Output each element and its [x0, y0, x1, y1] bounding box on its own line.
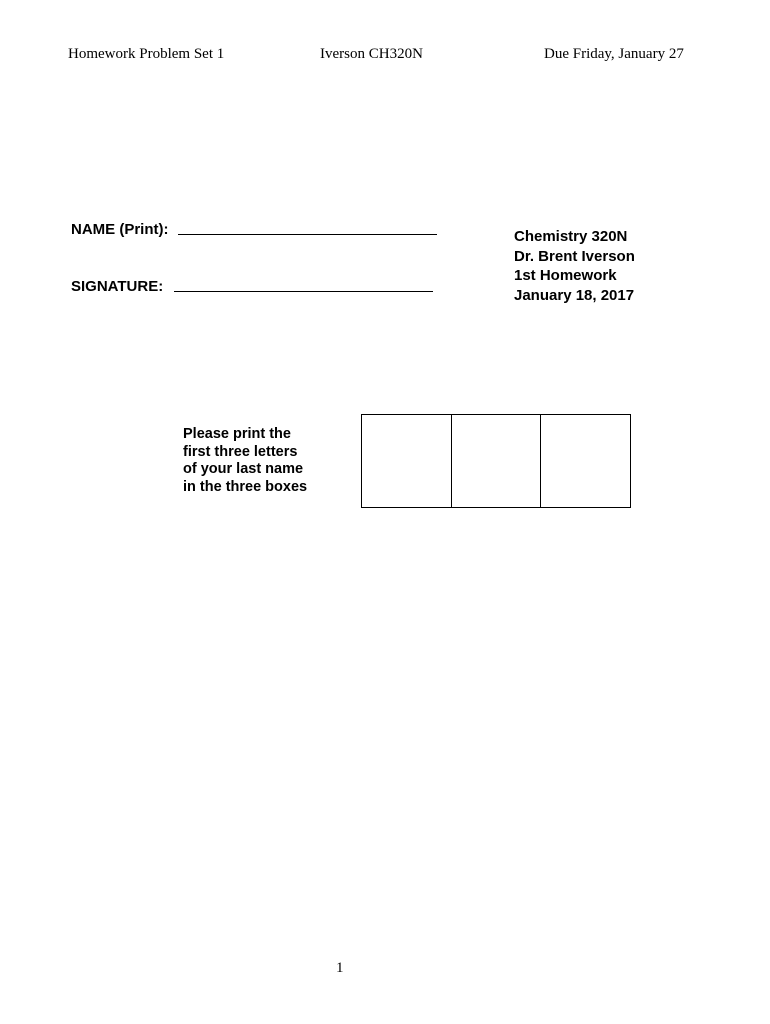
header-left-title: Homework Problem Set 1	[68, 46, 225, 62]
name-field-label: NAME (Print):	[71, 221, 169, 238]
last-name-letter-boxes	[361, 414, 631, 508]
instruction-line: of your last name	[183, 461, 304, 477]
instruction-line: first three letters	[183, 443, 298, 460]
course-title: Chemistry 320N	[514, 228, 628, 245]
instruction-line: in the three boxes	[183, 478, 308, 495]
instruction-line: Please print the	[183, 426, 291, 442]
signature-field-line[interactable]	[174, 291, 433, 292]
course-info-block	[514, 227, 635, 305]
name-field-line[interactable]	[178, 234, 437, 235]
instructor-name: Dr. Brent Iverson	[514, 247, 635, 265]
header-due-date: Due Friday, January 27	[544, 46, 684, 62]
signature-field-label: SIGNATURE:	[71, 278, 164, 295]
assignment-name: 1st Homework	[514, 267, 617, 284]
letter-box-1[interactable]	[362, 415, 451, 507]
header-course-code: Iverson CH320N	[320, 46, 423, 62]
letter-box-3[interactable]	[540, 415, 630, 507]
assignment-date: January 18, 2017	[514, 286, 635, 304]
page-number: 1	[336, 960, 344, 976]
letter-box-instructions	[183, 426, 307, 496]
letter-box-2[interactable]	[451, 415, 541, 507]
